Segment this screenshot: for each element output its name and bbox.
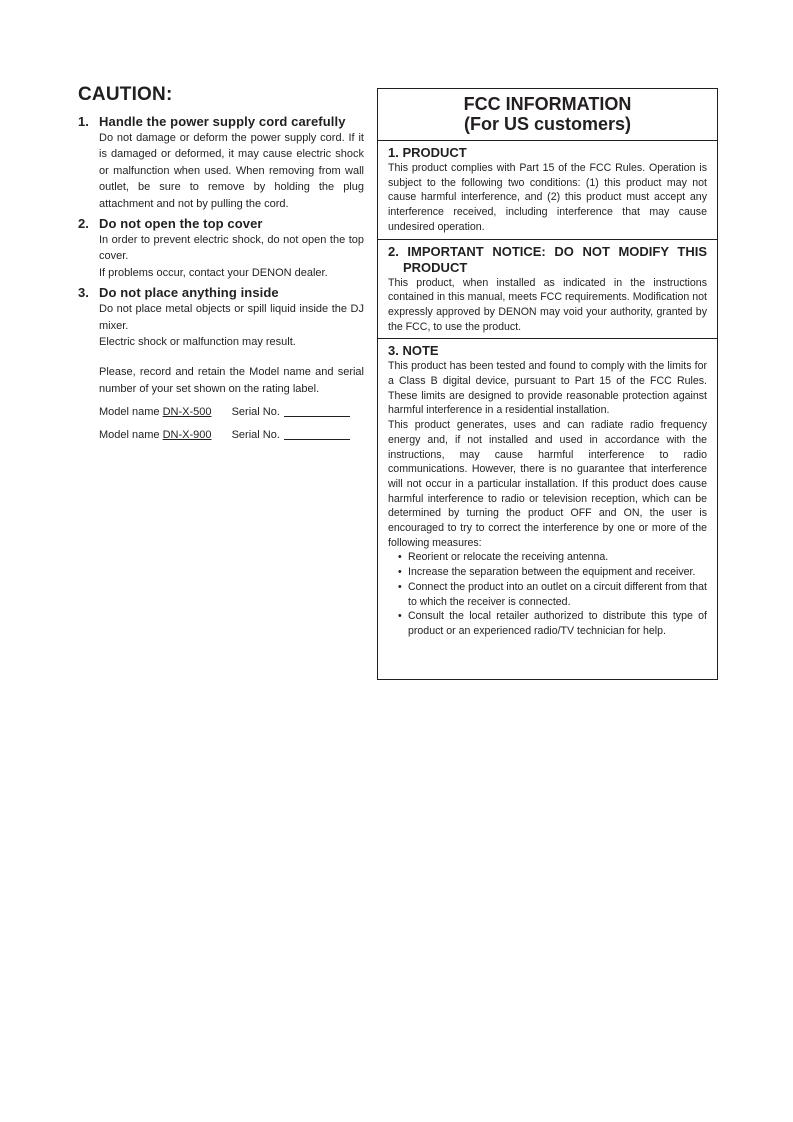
caution-item-body	[99, 232, 364, 281]
fcc-header	[378, 89, 717, 141]
fcc-section-heading: 1. PRODUCT	[388, 145, 467, 160]
fcc-section-note	[378, 339, 717, 642]
model-label: Model name	[99, 406, 163, 419]
caution-item-1	[78, 114, 364, 212]
caution-item-number: 2.	[78, 216, 89, 232]
fcc-section-notice	[378, 240, 717, 340]
model-row	[99, 404, 364, 420]
list-item	[398, 580, 707, 609]
caution-item-heading: Handle the power supply cord carefully	[99, 114, 346, 129]
caution-item-heading: Do not open the top cover	[99, 216, 263, 232]
fcc-section-text: This product generates, uses and can radiate radio frequency energy and, if not installed and used in accordance with the instructions, may cause harmful interference to radio communications. However, there is no guarantee that interference will not occur in a particular installation. If this product does cause harmful interference to radio or television reception, which can be determined by turning the product OFF and ON, the user is encouraged to try to correct the interference by one or more of the following measures:	[388, 419, 707, 549]
list-item-text: Consult the local retailer authorized to distribute this type of product or an experienced radio/TV technician for help.	[408, 610, 707, 637]
caution-item-number: 1.	[78, 114, 89, 129]
bullet-icon: •	[398, 551, 402, 564]
fcc-section-product	[378, 141, 717, 240]
list-item	[398, 550, 707, 565]
serial-label: Serial No.	[231, 429, 280, 442]
caution-title: CAUTION:	[78, 84, 173, 105]
caution-item-heading: Do not place anything inside	[99, 285, 279, 301]
fcc-section-text: This product complies with Part 15 of the FCC Rules. Operation is subject to the following two conditions: (1) this product may not cause harmful interference, and (2) this product must accept any interference received, including interference that may cause undesired operation.	[388, 162, 707, 233]
serial-blank-line	[284, 438, 350, 440]
caution-item-body	[99, 301, 364, 350]
bullet-icon: •	[398, 610, 402, 623]
caution-section	[78, 84, 364, 443]
caution-item-body	[99, 130, 364, 212]
model-label: Model name	[99, 429, 163, 442]
caution-item-number: 3.	[78, 285, 89, 301]
model-row	[99, 427, 364, 443]
record-note: Please, record and retain the Model name and serial number of your set shown on the rating label.	[99, 366, 364, 395]
bullet-icon: •	[398, 566, 402, 579]
list-item-text: Connect the product into an outlet on a circuit different from that to which the receiver is connected.	[408, 580, 707, 608]
caution-item-text: Do not place metal objects or spill liquid inside the DJ mixer.	[99, 303, 364, 332]
fcc-section-text: This product, when installed as indicated in the instructions contained in this manual, meets FCC requirements. Modification not expressly approved by DENON may void your authority, granted by the FCC, to use the product.	[388, 276, 707, 333]
caution-item-text: Electric shock or malfunction may result.	[99, 336, 296, 349]
fcc-section-heading-cont: PRODUCT	[403, 259, 468, 275]
fcc-subtitle: (For US customers)	[463, 114, 632, 134]
list-item-text: Increase the separation between the equipment and receiver.	[408, 566, 696, 579]
fcc-section-heading: 2. IMPORTANT NOTICE: DO NOT MODIFY THIS	[388, 243, 707, 259]
caution-item-text: Do not damage or deform the power supply cord. If it is damaged or deformed, it may cause electric shock or malfunction when used. When removing from wall outlet, be sure to remove by holding the plug attachment and not by pulling the cord.	[99, 132, 364, 210]
model-value: DN-X-500	[162, 406, 212, 419]
model-value: DN-X-900	[162, 429, 212, 442]
caution-item-text: In order to prevent electric shock, do not open the top cover.	[99, 234, 364, 263]
fcc-measures-list	[388, 550, 707, 638]
fcc-section-text: This product has been tested and found to comply with the limits for a Class B digital device, pursuant to Part 15 of the FCC Rules. These limits are designed to provide reasonable protection against harmful interference in a residential installation.	[388, 360, 707, 417]
serial-blank-line	[284, 415, 350, 417]
list-item-text: Reorient or relocate the receiving antenna.	[408, 551, 609, 564]
caution-item-text: If problems occur, contact your DENON dealer.	[99, 266, 328, 279]
fcc-section-heading: 3. NOTE	[388, 343, 439, 359]
fcc-information-box	[377, 88, 718, 680]
bullet-icon: •	[398, 580, 402, 593]
caution-item-3	[78, 285, 364, 350]
list-item	[398, 565, 707, 580]
serial-label: Serial No.	[231, 406, 280, 419]
fcc-title: FCC INFORMATION	[463, 94, 632, 114]
caution-item-2	[78, 216, 364, 281]
list-item	[398, 609, 707, 638]
